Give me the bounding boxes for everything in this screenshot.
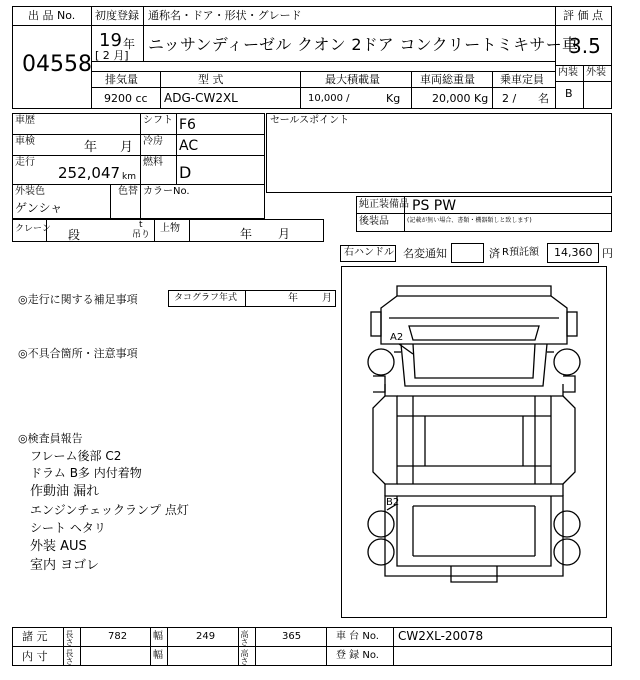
length-value: 782	[108, 631, 128, 642]
chassis-label: 車 台 No.	[336, 631, 379, 642]
mount-label: 上物	[160, 223, 180, 234]
tachograph-year-unit: 年	[288, 293, 298, 304]
name-change-label: 名変通知	[403, 247, 447, 260]
model-label: 型 式	[198, 73, 224, 86]
inspector-line-1: フレーム後部 C2	[30, 449, 122, 463]
inspector-line-4: エンジンチェックランプ 点灯	[30, 503, 189, 517]
driving-notes-label: ◎走行に関する補足事項	[18, 293, 138, 306]
width-value: 249	[196, 631, 216, 642]
tachograph-month-unit: 月	[322, 293, 332, 304]
inspector-report-label: ◎検査員報告	[18, 432, 83, 445]
defects-label: ◎不具合箇所・注意事項	[18, 347, 138, 360]
crane-lift-unit: 吊り	[132, 230, 151, 240]
damage-mark-b2: B2	[386, 497, 400, 508]
height-value: 365	[282, 631, 302, 642]
interior-height-label: 高さ	[240, 649, 249, 665]
shift-label: シフト	[143, 115, 173, 126]
displacement-value: 9200 cc	[104, 92, 148, 105]
max-load-label: 最大積載量	[325, 73, 380, 86]
inspection-year-unit: 年	[84, 140, 98, 155]
name-change-box	[451, 243, 484, 263]
mileage-value: 252,047	[58, 164, 121, 182]
score-value: 3.5	[569, 34, 601, 58]
inspector-line-5: シート ヘタリ	[30, 521, 106, 535]
registration-year: 19	[99, 30, 122, 51]
interior-width-label: 幅	[153, 650, 163, 661]
ac-label: 冷房	[143, 136, 163, 147]
tachograph-label: タコグラフ年式	[174, 293, 238, 303]
inspector-line-6: 外装 AUS	[30, 539, 87, 554]
displacement-label: 排気量	[105, 73, 138, 86]
color-value: ゲンシャ	[15, 201, 63, 215]
capacity-label: 乗車定員	[500, 73, 544, 86]
crane-lift-top: t	[139, 220, 143, 230]
recycling-unit: 円	[602, 247, 613, 260]
chassis-value: CW2XL-20078	[398, 629, 484, 643]
dimensions-label: 諸 元	[22, 630, 48, 643]
max-load-value: 10,000 /	[308, 93, 350, 104]
interior-dimensions-label: 内 寸	[22, 650, 48, 663]
inspection-label: 車検	[15, 136, 35, 147]
vehicle-name: ニッサンディーゼル クオン 2ドア コンクリートミキサー車	[148, 35, 579, 54]
lot-number: 04558	[22, 52, 92, 77]
recycling-label: R預託額	[502, 247, 539, 258]
vehicle-name-label: 通称名・ドア・形状・グレード	[148, 9, 302, 22]
gross-weight-label: 車両総重量	[420, 73, 475, 86]
inspection-month-unit: 月	[120, 140, 134, 155]
length-label: 長さ	[65, 630, 74, 646]
capacity-unit: 名	[538, 92, 549, 105]
crane-label: クレーン	[15, 224, 51, 234]
width-label: 幅	[153, 631, 163, 642]
score-label: 評 価 点	[563, 9, 603, 22]
inspector-line-7: 室内 ヨゴレ	[30, 558, 100, 573]
steering-value: 右ハンドル	[344, 247, 394, 258]
color-label: 外装色	[15, 186, 45, 197]
registration-number-label: 登 録 No.	[336, 650, 379, 661]
registration-month: [ 2 月]	[95, 49, 129, 62]
interior-length-label: 長さ	[65, 649, 74, 665]
truck-diagram	[341, 266, 607, 618]
exterior-label: 外装	[586, 67, 606, 78]
ac-value: AC	[179, 138, 199, 154]
equipment-value: PS PW	[412, 198, 457, 214]
registration-year-unit: 年	[123, 37, 136, 51]
color-number-label: カラーNo.	[143, 186, 190, 197]
first-registration-label: 初度登録	[95, 9, 139, 22]
mount-year-unit: 年	[240, 227, 253, 241]
inspector-line-3: 作動油 漏れ	[30, 484, 100, 499]
recycling-amount: 14,360	[554, 246, 593, 259]
max-load-unit: Kg	[386, 92, 401, 105]
accessories-label: 後装品	[359, 216, 389, 227]
capacity-value: 2 /	[502, 92, 517, 105]
inspector-line-2: ドラム B多 内付着物	[30, 466, 142, 480]
equipment-label: 純正装備品	[359, 199, 409, 210]
interior-grade: B	[565, 87, 573, 100]
lot-label: 出 品 No.	[28, 9, 76, 22]
gross-weight-value: 20,000 Kg	[432, 92, 489, 105]
accessories-note: (記載が無い場合、書類・機器類しと致します)	[407, 217, 532, 224]
history-label: 車歴	[15, 115, 35, 126]
model-value: ADG-CW2XL	[164, 91, 238, 105]
sales-point-label: セールスポイント	[270, 115, 350, 126]
mount-month-unit: 月	[278, 227, 291, 241]
height-label: 高さ	[240, 630, 249, 646]
recycling-prefix: 済	[489, 247, 500, 260]
crane-stage-unit: 段	[68, 228, 81, 242]
fuel-value: D	[179, 163, 192, 182]
color-change-label: 色替	[118, 186, 138, 197]
interior-label: 内装	[558, 67, 578, 78]
damage-mark-a2: A2	[390, 332, 404, 343]
shift-value: F6	[179, 117, 196, 133]
fuel-label: 燃料	[143, 157, 163, 168]
mileage-unit: km	[122, 172, 136, 182]
mileage-label: 走行	[15, 157, 35, 168]
